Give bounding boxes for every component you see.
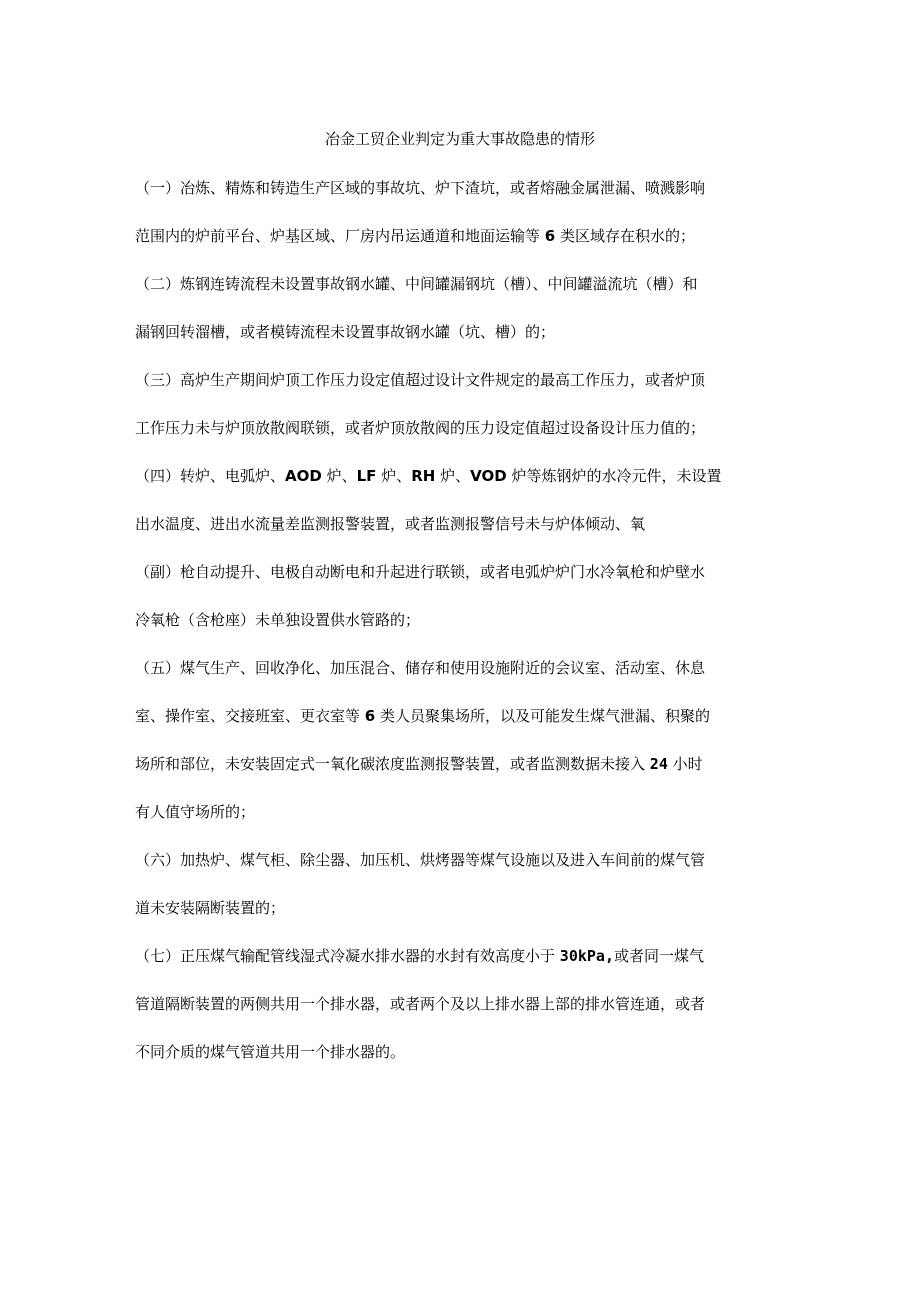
text-run: （七）正压煤气输配管线湿式冷凝水排水器的水封有效高度小于 bbox=[135, 947, 556, 965]
text-run: 冷氧枪（含枪座）未单独设置供水管路的； bbox=[135, 611, 421, 629]
bold-term: VOD bbox=[470, 467, 507, 485]
paragraph-6-line-1 bbox=[135, 849, 705, 871]
paragraph-7-line-3 bbox=[135, 1041, 405, 1063]
text-run: 工作压力未与炉顶放散阀联锁，或者炉顶放散阀的压力设定值超过设备设计压力值的； bbox=[135, 419, 706, 437]
text-run: 室、操作室、交接班室、更衣室等 bbox=[135, 707, 361, 725]
paragraph-3-line-1 bbox=[135, 369, 705, 391]
paragraph-2-line-1 bbox=[135, 273, 698, 295]
text-run: 小时 bbox=[672, 755, 703, 773]
text-run: 管道隔断装置的两侧共用一个排水器，或者两个及以上排水器上部的排水管连通，或者 bbox=[135, 995, 706, 1013]
paragraph-3-line-2 bbox=[135, 417, 705, 439]
paragraph-4-line-2 bbox=[135, 513, 645, 535]
text-run: 不同介质的煤气管道共用一个排水器的。 bbox=[135, 1043, 406, 1061]
paragraph-1-line-1 bbox=[135, 177, 705, 199]
paragraph-4-line-1 bbox=[135, 465, 722, 487]
paragraph-7-line-1 bbox=[135, 945, 704, 967]
text-run: 场所和部位，未安装固定式一氧化碳浓度监测报警装置，或者监测数据未接入 bbox=[135, 755, 646, 773]
text-run: 炉、 bbox=[440, 467, 471, 485]
bold-number: 6 bbox=[364, 707, 376, 725]
text-run: （四）转炉、电弧炉、 bbox=[135, 467, 286, 485]
bold-term: RH bbox=[411, 467, 436, 485]
paragraph-4-line-4 bbox=[135, 609, 420, 631]
bold-number: 6 bbox=[544, 227, 556, 245]
paragraph-2-line-2 bbox=[135, 321, 555, 343]
text-run: 出水温度、进出水流量差监测报警装置，或者监测报警信号未与炉体倾动、氧 bbox=[135, 515, 646, 533]
text-run: 类人员聚集场所，以及可能发生煤气泄漏、积聚的 bbox=[380, 707, 711, 725]
bold-value: 30kPa, bbox=[559, 947, 614, 965]
text-run: 类区域存在积水的； bbox=[560, 227, 696, 245]
paragraph-4-line-3 bbox=[135, 561, 705, 583]
text-run: （六）加热炉、煤气柜、除尘器、加压机、烘烤器等煤气设施以及进入车间前的煤气管 bbox=[135, 851, 706, 869]
paragraph-6-line-2 bbox=[135, 897, 285, 919]
text-run: 有人值守场所的； bbox=[135, 803, 256, 821]
bold-term: AOD bbox=[285, 467, 322, 485]
text-run: 道未安装隔断装置的； bbox=[135, 899, 286, 917]
paragraph-5-line-4 bbox=[135, 801, 255, 823]
text-run: 或者同一煤气 bbox=[613, 947, 704, 965]
text-run: （二）炼钢连铸流程未设置事故钢水罐、中间罐漏钢坑（槽）、中间罐溢流坑（槽）和 bbox=[135, 275, 698, 293]
text-run: （副）枪自动提升、电极自动断电和升起进行联锁，或者电弧炉炉门水冷氧枪和炉壁水 bbox=[135, 563, 706, 581]
paragraph-5-line-2 bbox=[135, 705, 710, 727]
text-run: 炉、 bbox=[381, 467, 412, 485]
text-run: 漏钢回转溜槽，或者模铸流程未设置事故钢水罐（坑、槽）的； bbox=[135, 323, 556, 341]
paragraph-7-line-2 bbox=[135, 993, 705, 1015]
bold-term: LF bbox=[356, 467, 377, 485]
text-run: （一）冶炼、精炼和铸造生产区域的事故坑、炉下渣坑，或者熔融金属泄漏、喷溅影响 bbox=[135, 179, 706, 197]
paragraph-5-line-1 bbox=[135, 657, 705, 679]
text-run: 范围内的炉前平台、炉基区域、厂房内吊运通道和地面运输等 bbox=[135, 227, 541, 245]
document-title: 冶金工贸企业判定为重大事故隐患的情形 bbox=[324, 130, 595, 148]
bold-number: 24 bbox=[649, 755, 668, 773]
paragraph-1-line-2 bbox=[135, 225, 695, 247]
text-run: （五）煤气生产、回收净化、加压混合、储存和使用设施附近的会议室、活动室、休息 bbox=[135, 659, 706, 677]
text-run: 炉、 bbox=[326, 467, 357, 485]
paragraph-5-line-3 bbox=[135, 753, 703, 775]
text-run: 炉等炼钢炉的水冷元件，未设置 bbox=[511, 467, 722, 485]
text-run: （三）高炉生产期间炉顶工作压力设定值超过设计文件规定的最高工作压力，或者炉顶 bbox=[135, 371, 706, 389]
